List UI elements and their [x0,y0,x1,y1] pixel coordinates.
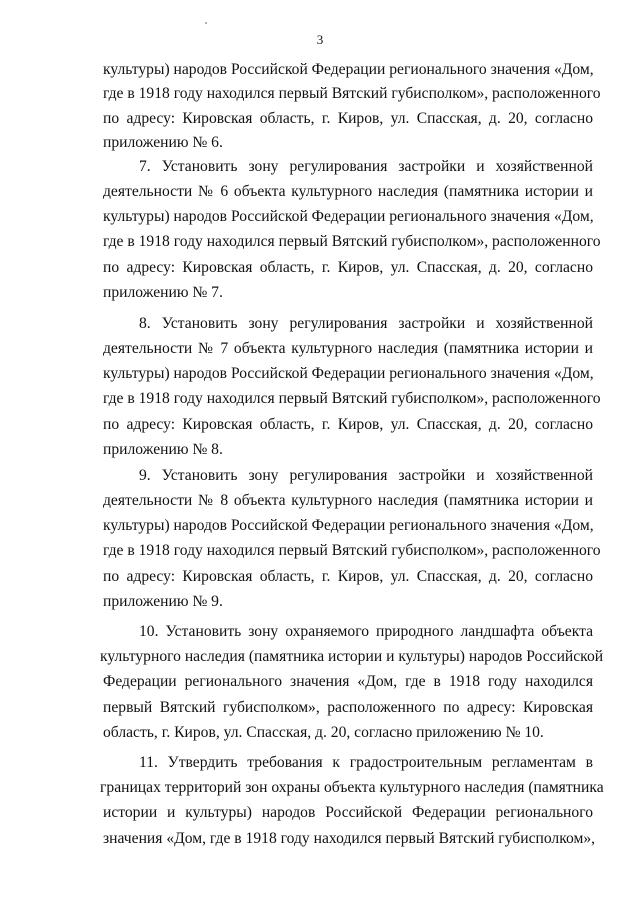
paragraph-8-first-line: 8. Установить зону регулирования застройки и хозяйственной [139,315,593,332]
text-line: культуры) народов Российской Федерации регионального значения «Дом, [103,517,594,534]
text-line: Федерации регионального значения «Дом, где в 1918 году находился [103,673,593,690]
text-line: приложению № 6. [103,134,223,151]
text-line: деятельности № 6 объекта культурного наследия (памятника истории и [103,183,593,200]
text-line: где в 1918 году находился первый Вятский губисполком», расположенного [103,390,601,407]
text-line: границах территорий зон охраны объекта культурного наследия (памятника [100,779,604,796]
text-line: истории и культуры) народов Российской Федерации регионального [103,804,593,821]
page-number: 3 [316,32,324,47]
text-line: деятельности № 7 объекта культурного наследия (памятника истории и [103,340,593,357]
scan-speck [205,22,207,24]
text-line: культуры) народов Российской Федерации регионального значения «Дом, [103,365,594,382]
text-line: значения «Дом, где в 1918 году находился первый Вятский губисполком», [103,830,596,847]
paragraph-11-first-line: 11. Утвердить требования к градостроительным регламентам в [139,754,593,771]
paragraph-10-first-line: 10. Установить зону охраняемого природного ландшафта объекта [139,623,593,640]
text-line: культуры) народов Российской Федерации регионального значения «Дом, [103,208,594,225]
text-line: по адресу: Кировская область, г. Киров, ул. Спасская, д. 20, согласно [103,259,593,276]
text-line: культуры) народов Российской Федерации регионального значения «Дом, [103,61,594,78]
text-line: деятельности № 8 объекта культурного наследия (памятника истории и [103,492,593,509]
text-line: первый Вятский губисполком», расположенного по адресу: Кировская [103,699,593,716]
text-line: приложению № 9. [103,593,223,610]
text-line: где в 1918 году находился первый Вятский губисполком», расположенного [103,233,601,250]
text-line: культурного наследия (памятника истории и культуры) народов Российской [100,648,604,665]
text-line: по адресу: Кировская область, г. Киров, ул. Спасская, д. 20, согласно [103,110,593,127]
text-line: где в 1918 году находился первый Вятский губисполком», расположенного [103,542,601,559]
text-line: область, г. Киров, ул. Спасская, д. 20, согласно приложению № 10. [103,724,544,741]
text-line: приложению № 8. [103,441,223,458]
text-line: по адресу: Кировская область, г. Киров, ул. Спасская, д. 20, согласно [103,568,593,585]
text-line: приложению № 7. [103,284,223,301]
paragraph-9-first-line: 9. Установить зону регулирования застройки и хозяйственной [139,467,593,484]
text-line: по адресу: Кировская область, г. Киров, ул. Спасская, д. 20, согласно [103,416,593,433]
paragraph-7-first-line: 7. Установить зону регулирования застройки и хозяйственной [139,158,593,175]
text-line: где в 1918 году находился первый Вятский губисполком», расположенного [103,85,601,102]
